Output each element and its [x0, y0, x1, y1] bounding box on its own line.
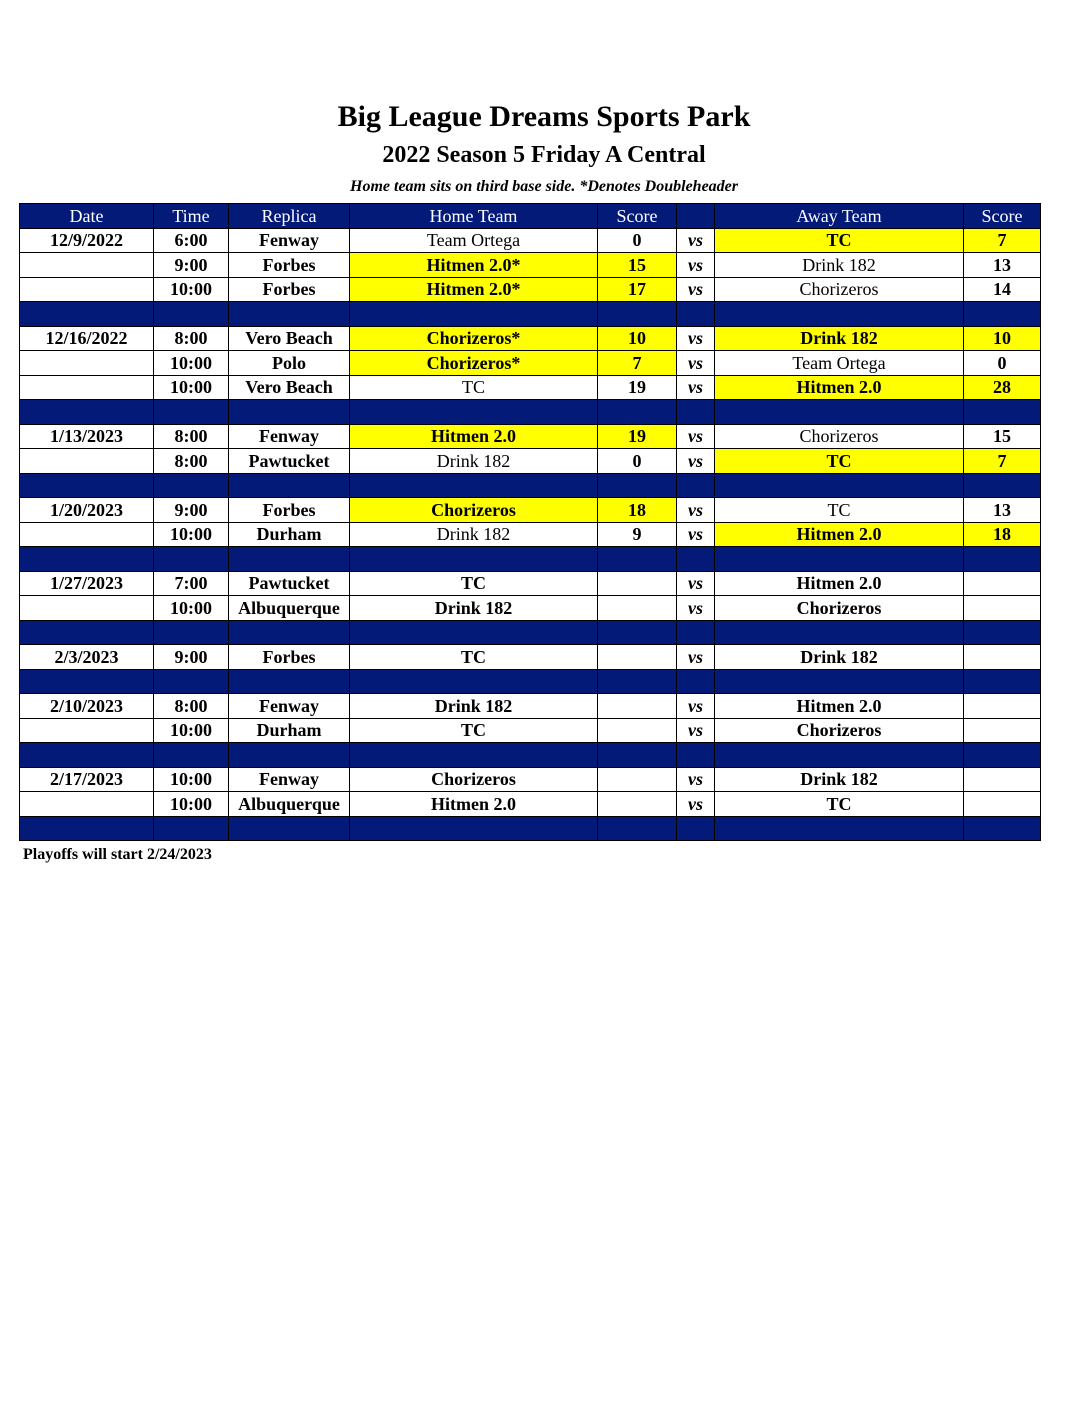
separator-cell [677, 547, 715, 572]
game-row [20, 375, 1041, 400]
away-team-cell: Chorizeros [715, 718, 964, 743]
time-cell: 10:00 [154, 767, 229, 792]
week-separator-row [20, 547, 1041, 572]
away-team-cell: Chorizeros [715, 596, 964, 621]
separator-cell [715, 816, 964, 841]
separator-cell [677, 743, 715, 768]
home-team-cell: TC [350, 375, 598, 400]
week-separator-row [20, 669, 1041, 694]
schedule-note: Home team sits on third base side. *Denotes Doubleheader [350, 178, 738, 195]
separator-cell [964, 547, 1041, 572]
home-team-cell: Hitmen 2.0* [350, 277, 598, 302]
separator-cell [715, 302, 964, 327]
page-subtitle: 2022 Season 5 Friday A Central [382, 142, 706, 168]
separator-cell [154, 743, 229, 768]
away-score-cell: 28 [964, 375, 1041, 400]
away-score-cell: 15 [964, 424, 1041, 449]
game-row [20, 718, 1041, 743]
vs-cell: vs [677, 498, 715, 523]
date-cell [20, 718, 154, 743]
date-cell: 2/10/2023 [20, 694, 154, 719]
date-cell: 1/13/2023 [20, 424, 154, 449]
replica-cell: Fenway [229, 228, 350, 253]
separator-cell [20, 743, 154, 768]
away-team-cell: Drink 182 [715, 645, 964, 670]
separator-cell [964, 816, 1041, 841]
separator-cell [154, 473, 229, 498]
time-cell: 10:00 [154, 718, 229, 743]
time-cell: 10:00 [154, 792, 229, 817]
date-cell: 2/3/2023 [20, 645, 154, 670]
away-team-cell: TC [715, 498, 964, 523]
home-score-cell: 19 [598, 375, 677, 400]
separator-cell [598, 547, 677, 572]
separator-cell [229, 743, 350, 768]
time-cell: 9:00 [154, 498, 229, 523]
separator-cell [350, 620, 598, 645]
separator-cell [677, 669, 715, 694]
separator-cell [677, 816, 715, 841]
home-team-cell: Drink 182 [350, 449, 598, 474]
time-cell: 9:00 [154, 645, 229, 670]
separator-cell [964, 302, 1041, 327]
home-team-cell: TC [350, 571, 598, 596]
date-cell [20, 253, 154, 278]
header-away-team: Away Team [715, 204, 964, 229]
away-score-cell: 0 [964, 351, 1041, 376]
replica-cell: Fenway [229, 767, 350, 792]
week-separator-row [20, 400, 1041, 425]
time-cell: 6:00 [154, 228, 229, 253]
away-team-cell: Chorizeros [715, 277, 964, 302]
separator-cell [229, 816, 350, 841]
away-score-cell [964, 645, 1041, 670]
separator-cell [677, 400, 715, 425]
table-header-row [20, 204, 1041, 229]
away-team-cell: Drink 182 [715, 767, 964, 792]
separator-cell [229, 547, 350, 572]
separator-cell [350, 400, 598, 425]
away-score-cell [964, 718, 1041, 743]
time-cell: 8:00 [154, 694, 229, 719]
home-score-cell [598, 694, 677, 719]
time-cell: 9:00 [154, 253, 229, 278]
vs-cell: vs [677, 351, 715, 376]
time-cell: 10:00 [154, 596, 229, 621]
header-away-score: Score [964, 204, 1041, 229]
vs-cell: vs [677, 522, 715, 547]
game-row [20, 694, 1041, 719]
replica-cell: Pawtucket [229, 449, 350, 474]
time-cell: 8:00 [154, 449, 229, 474]
separator-cell [964, 400, 1041, 425]
separator-cell [350, 302, 598, 327]
date-cell [20, 522, 154, 547]
date-cell: 12/9/2022 [20, 228, 154, 253]
vs-cell: vs [677, 253, 715, 278]
replica-cell: Vero Beach [229, 375, 350, 400]
separator-cell [964, 669, 1041, 694]
game-row [20, 449, 1041, 474]
header-home-team: Home Team [350, 204, 598, 229]
home-team-cell: Drink 182 [350, 522, 598, 547]
away-team-cell: Hitmen 2.0 [715, 571, 964, 596]
away-team-cell: Drink 182 [715, 253, 964, 278]
home-team-cell: TC [350, 645, 598, 670]
home-team-cell: Chorizeros* [350, 326, 598, 351]
home-team-cell: Hitmen 2.0* [350, 253, 598, 278]
away-team-cell: TC [715, 792, 964, 817]
vs-cell: vs [677, 767, 715, 792]
game-row [20, 351, 1041, 376]
away-team-cell: Hitmen 2.0 [715, 522, 964, 547]
home-score-cell: 0 [598, 228, 677, 253]
vs-cell: vs [677, 375, 715, 400]
separator-cell [20, 669, 154, 694]
game-row [20, 767, 1041, 792]
away-score-cell: 13 [964, 498, 1041, 523]
replica-cell: Durham [229, 718, 350, 743]
home-team-cell: Drink 182 [350, 694, 598, 719]
game-row [20, 792, 1041, 817]
away-team-cell: Drink 182 [715, 326, 964, 351]
date-cell: 1/20/2023 [20, 498, 154, 523]
home-score-cell: 9 [598, 522, 677, 547]
separator-cell [715, 620, 964, 645]
away-score-cell [964, 596, 1041, 621]
week-separator-row [20, 620, 1041, 645]
away-team-cell: Hitmen 2.0 [715, 375, 964, 400]
separator-cell [598, 816, 677, 841]
game-row [20, 277, 1041, 302]
game-row [20, 571, 1041, 596]
away-team-cell: TC [715, 449, 964, 474]
home-score-cell [598, 596, 677, 621]
date-cell: 12/16/2022 [20, 326, 154, 351]
separator-cell [154, 547, 229, 572]
separator-cell [964, 620, 1041, 645]
separator-cell [229, 400, 350, 425]
separator-cell [677, 620, 715, 645]
playoffs-note: Playoffs will start 2/24/2023 [23, 846, 212, 863]
separator-cell [598, 400, 677, 425]
time-cell: 10:00 [154, 375, 229, 400]
time-cell: 10:00 [154, 277, 229, 302]
replica-cell: Forbes [229, 277, 350, 302]
page-title: Big League Dreams Sports Park [337, 100, 751, 133]
header-date: Date [20, 204, 154, 229]
separator-cell [598, 620, 677, 645]
date-cell [20, 449, 154, 474]
separator-cell [20, 400, 154, 425]
separator-cell [154, 400, 229, 425]
vs-cell: vs [677, 571, 715, 596]
replica-cell: Albuquerque [229, 792, 350, 817]
date-cell [20, 792, 154, 817]
game-row [20, 326, 1041, 351]
replica-cell: Polo [229, 351, 350, 376]
separator-cell [154, 816, 229, 841]
replica-cell: Forbes [229, 645, 350, 670]
time-cell: 8:00 [154, 424, 229, 449]
separator-cell [229, 302, 350, 327]
replica-cell: Pawtucket [229, 571, 350, 596]
replica-cell: Fenway [229, 424, 350, 449]
separator-cell [598, 302, 677, 327]
home-team-cell: TC [350, 718, 598, 743]
home-score-cell: 19 [598, 424, 677, 449]
vs-cell: vs [677, 718, 715, 743]
separator-cell [20, 473, 154, 498]
away-score-cell: 14 [964, 277, 1041, 302]
game-row [20, 498, 1041, 523]
away-score-cell [964, 571, 1041, 596]
separator-cell [715, 669, 964, 694]
vs-cell: vs [677, 645, 715, 670]
game-row [20, 228, 1041, 253]
home-score-cell [598, 718, 677, 743]
time-cell: 10:00 [154, 351, 229, 376]
game-row [20, 596, 1041, 621]
away-score-cell: 18 [964, 522, 1041, 547]
away-score-cell [964, 792, 1041, 817]
separator-cell [598, 669, 677, 694]
separator-cell [229, 669, 350, 694]
home-team-cell: Team Ortega [350, 228, 598, 253]
separator-cell [715, 400, 964, 425]
game-row [20, 424, 1041, 449]
date-cell [20, 277, 154, 302]
away-score-cell: 13 [964, 253, 1041, 278]
home-score-cell: 18 [598, 498, 677, 523]
home-score-cell: 10 [598, 326, 677, 351]
vs-cell: vs [677, 449, 715, 474]
separator-cell [154, 302, 229, 327]
home-team-cell: Hitmen 2.0 [350, 792, 598, 817]
away-team-cell: Chorizeros [715, 424, 964, 449]
home-team-cell: Chorizeros [350, 767, 598, 792]
away-score-cell: 7 [964, 228, 1041, 253]
vs-cell: vs [677, 277, 715, 302]
replica-cell: Durham [229, 522, 350, 547]
time-cell: 10:00 [154, 522, 229, 547]
week-separator-row [20, 743, 1041, 768]
away-team-cell: Team Ortega [715, 351, 964, 376]
separator-cell [715, 743, 964, 768]
vs-cell: vs [677, 424, 715, 449]
separator-cell [964, 743, 1041, 768]
replica-cell: Forbes [229, 498, 350, 523]
header-time: Time [154, 204, 229, 229]
home-score-cell: 15 [598, 253, 677, 278]
date-cell [20, 596, 154, 621]
separator-cell [20, 620, 154, 645]
home-team-cell: Chorizeros [350, 498, 598, 523]
home-score-cell [598, 645, 677, 670]
separator-cell [20, 547, 154, 572]
separator-cell [350, 547, 598, 572]
home-score-cell: 17 [598, 277, 677, 302]
away-score-cell [964, 767, 1041, 792]
date-cell [20, 375, 154, 400]
date-cell: 2/17/2023 [20, 767, 154, 792]
replica-cell: Vero Beach [229, 326, 350, 351]
separator-cell [677, 302, 715, 327]
home-score-cell: 7 [598, 351, 677, 376]
separator-cell [598, 743, 677, 768]
date-cell [20, 351, 154, 376]
home-score-cell [598, 571, 677, 596]
vs-cell: vs [677, 792, 715, 817]
away-team-cell: TC [715, 228, 964, 253]
home-score-cell [598, 792, 677, 817]
separator-cell [20, 816, 154, 841]
header-vs [677, 204, 715, 229]
week-separator-row [20, 302, 1041, 327]
away-team-cell: Hitmen 2.0 [715, 694, 964, 719]
home-score-cell [598, 767, 677, 792]
replica-cell: Forbes [229, 253, 350, 278]
home-score-cell: 0 [598, 449, 677, 474]
game-row [20, 522, 1041, 547]
separator-cell [964, 473, 1041, 498]
replica-cell: Fenway [229, 694, 350, 719]
separator-cell [598, 473, 677, 498]
separator-cell [350, 816, 598, 841]
home-team-cell: Drink 182 [350, 596, 598, 621]
vs-cell: vs [677, 596, 715, 621]
separator-cell [350, 669, 598, 694]
separator-cell [229, 473, 350, 498]
time-cell: 7:00 [154, 571, 229, 596]
header-replica: Replica [229, 204, 350, 229]
replica-cell: Albuquerque [229, 596, 350, 621]
time-cell: 8:00 [154, 326, 229, 351]
away-score-cell [964, 694, 1041, 719]
separator-cell [350, 473, 598, 498]
separator-cell [350, 743, 598, 768]
home-team-cell: Hitmen 2.0 [350, 424, 598, 449]
game-row [20, 253, 1041, 278]
vs-cell: vs [677, 228, 715, 253]
week-separator-row [20, 473, 1041, 498]
separator-cell [154, 669, 229, 694]
separator-cell [229, 620, 350, 645]
schedule-table [19, 203, 1041, 841]
away-score-cell: 10 [964, 326, 1041, 351]
home-team-cell: Chorizeros* [350, 351, 598, 376]
date-cell: 1/27/2023 [20, 571, 154, 596]
vs-cell: vs [677, 326, 715, 351]
separator-cell [154, 620, 229, 645]
week-separator-row [20, 816, 1041, 841]
separator-cell [715, 547, 964, 572]
separator-cell [715, 473, 964, 498]
vs-cell: vs [677, 694, 715, 719]
game-row [20, 645, 1041, 670]
away-score-cell: 7 [964, 449, 1041, 474]
header-home-score: Score [598, 204, 677, 229]
separator-cell [20, 302, 154, 327]
separator-cell [677, 473, 715, 498]
